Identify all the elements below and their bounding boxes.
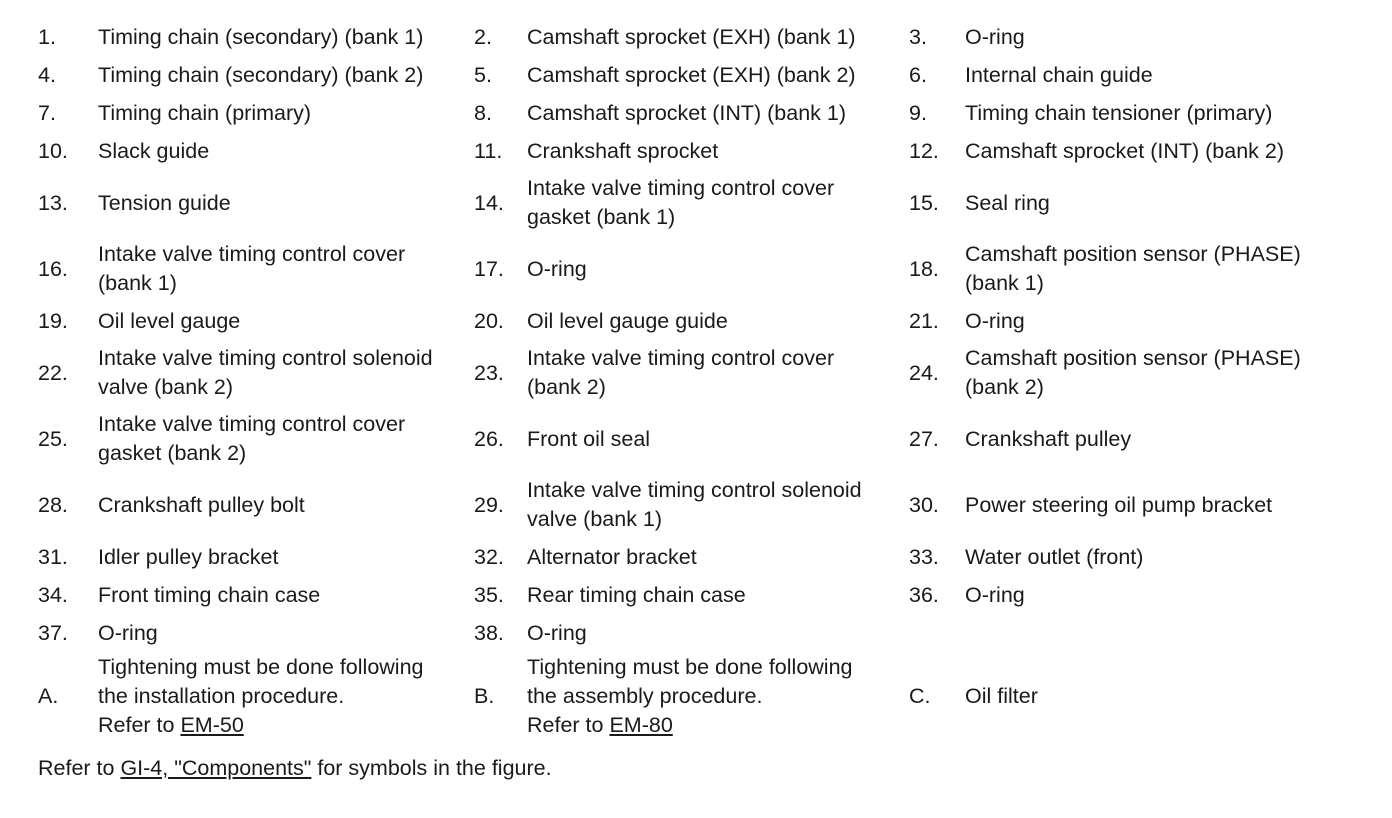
item-number: 19. — [38, 308, 68, 333]
item-description-line: O-ring — [965, 308, 1025, 333]
item-number: 25. — [38, 426, 68, 451]
item-number: 20. — [474, 308, 504, 333]
item-number: 26. — [474, 426, 504, 451]
item-description-line: Oil level gauge guide — [527, 308, 728, 333]
item-description-line: Camshaft position sensor (PHASE) — [965, 346, 1301, 370]
item-number: 1. — [38, 24, 56, 49]
item-number: 21. — [909, 308, 939, 333]
item-description-line: Oil level gauge — [98, 308, 241, 333]
legend-row — [38, 538, 1345, 576]
item-description-line: Timing chain (secondary) (bank 1) — [98, 24, 424, 49]
item-description — [527, 406, 909, 472]
item-number: 8. — [474, 100, 492, 125]
item-description-line: gasket (bank 2) — [98, 441, 247, 465]
item-description — [98, 652, 474, 740]
item-description-line: Intake valve timing control solenoid — [98, 346, 433, 370]
item-description — [527, 472, 909, 538]
legend-row — [38, 132, 1345, 170]
reference-line — [98, 711, 468, 740]
reference-line — [527, 711, 903, 740]
legend-row — [38, 236, 1345, 302]
item-number: 10. — [38, 138, 68, 163]
legend-row — [38, 56, 1345, 94]
item-number: 32. — [474, 544, 504, 569]
footnote-suffix: for symbols in the figure. — [311, 756, 552, 780]
item-number: 36. — [909, 582, 939, 607]
legend-row — [38, 614, 1345, 652]
item-description — [98, 614, 474, 652]
item-description-line: valve (bank 2) — [98, 375, 234, 399]
item-description — [98, 56, 474, 94]
item-number: 2. — [474, 24, 492, 49]
item-description — [527, 538, 909, 576]
item-description-line: Timing chain tensioner (primary) — [965, 100, 1273, 125]
item-description — [527, 236, 909, 302]
procedure-reference-link[interactable]: EM-50 — [180, 712, 244, 737]
footnote-prefix: Refer to — [38, 756, 121, 780]
item-description — [98, 94, 474, 132]
item-description-line: Tightening must be done following — [98, 654, 424, 679]
item-description — [965, 18, 1345, 56]
item-description-line: Power steering oil pump bracket — [965, 492, 1273, 517]
legend-row — [38, 472, 1345, 538]
item-description-line: Intake valve timing control cover — [527, 346, 835, 370]
item-description-line: Crankshaft pulley — [965, 426, 1132, 451]
item-number: 31. — [38, 544, 68, 569]
item-description-line: (bank 1) — [965, 271, 1044, 295]
item-description-line: Crankshaft sprocket — [527, 138, 719, 163]
item-description-line: Intake valve timing control solenoid — [527, 478, 862, 502]
item-description — [98, 538, 474, 576]
item-description — [965, 170, 1345, 236]
legend-row — [38, 18, 1345, 56]
item-description — [98, 302, 474, 340]
item-number: 3. — [909, 24, 927, 49]
item-description — [98, 236, 474, 302]
item-description-line: Intake valve timing control cover — [98, 412, 406, 436]
item-description — [98, 472, 474, 538]
legend-row — [38, 170, 1345, 236]
item-description-line: the assembly procedure. — [527, 683, 763, 708]
item-number: 27. — [909, 426, 939, 451]
legend-row — [38, 652, 1345, 740]
item-number: 14. — [474, 190, 504, 215]
item-description — [98, 576, 474, 614]
item-number: 29. — [474, 492, 504, 517]
item-number: 18. — [909, 256, 939, 281]
item-number: 6. — [909, 62, 927, 87]
item-number: 4. — [38, 62, 56, 87]
item-description-line: Idler pulley bracket — [98, 544, 279, 569]
item-description — [98, 18, 474, 56]
item-description-line: Alternator bracket — [527, 544, 697, 569]
item-description-line: Timing chain (primary) — [98, 100, 312, 125]
item-description — [527, 170, 909, 236]
item-description — [965, 340, 1345, 406]
reference-prefix: Refer to — [527, 712, 610, 737]
footnote — [38, 754, 552, 783]
item-number: B. — [474, 683, 495, 708]
item-description-line: Camshaft sprocket (EXH) (bank 2) — [527, 62, 856, 87]
item-number: 24. — [909, 360, 939, 385]
item-description — [527, 652, 909, 740]
item-number: 34. — [38, 582, 68, 607]
item-description-line: Camshaft position sensor (PHASE) — [965, 242, 1301, 266]
item-description-line: Front oil seal — [527, 426, 651, 451]
item-description — [965, 614, 1345, 652]
item-number: 13. — [38, 190, 68, 215]
parts-legend-body — [38, 18, 1345, 740]
item-description — [527, 132, 909, 170]
item-number: 12. — [909, 138, 939, 163]
item-description — [965, 302, 1345, 340]
item-number: 9. — [909, 100, 927, 125]
item-description — [965, 132, 1345, 170]
item-description-line: Camshaft sprocket (INT) (bank 2) — [965, 138, 1285, 163]
item-description — [965, 56, 1345, 94]
item-description — [527, 614, 909, 652]
legend-row — [38, 302, 1345, 340]
item-number: 28. — [38, 492, 68, 517]
item-number: A. — [38, 683, 59, 708]
item-description — [98, 170, 474, 236]
item-description — [965, 472, 1345, 538]
item-number: 38. — [474, 620, 504, 645]
item-number — [909, 614, 965, 652]
item-description-line: O-ring — [527, 620, 587, 645]
item-description — [965, 538, 1345, 576]
item-description-line: Internal chain guide — [965, 62, 1153, 87]
item-description-line: Intake valve timing control cover — [527, 176, 835, 200]
item-number: 17. — [474, 256, 504, 281]
reference-prefix: Refer to — [98, 712, 181, 737]
item-description-line: gasket (bank 1) — [527, 205, 676, 229]
item-description — [527, 576, 909, 614]
item-number: 22. — [38, 360, 68, 385]
item-number: 37. — [38, 620, 68, 645]
item-description — [527, 18, 909, 56]
legend-row — [38, 406, 1345, 472]
item-number: 30. — [909, 492, 939, 517]
item-description-line: O-ring — [965, 24, 1025, 49]
item-description-line: O-ring — [965, 582, 1025, 607]
item-description-line: Timing chain (secondary) (bank 2) — [98, 62, 424, 87]
legend-row — [38, 340, 1345, 406]
item-description — [965, 576, 1345, 614]
item-description — [527, 56, 909, 94]
item-description-line: Intake valve timing control cover — [98, 242, 406, 266]
item-description-line: (bank 1) — [98, 271, 177, 295]
item-description — [965, 236, 1345, 302]
item-description-line: Oil filter — [965, 683, 1038, 708]
item-number: 16. — [38, 256, 68, 281]
item-number: 7. — [38, 100, 56, 125]
legend-row — [38, 576, 1345, 614]
item-number: 23. — [474, 360, 504, 385]
item-description-line: Camshaft sprocket (EXH) (bank 1) — [527, 24, 856, 49]
item-description-line: Rear timing chain case — [527, 582, 746, 607]
item-description — [98, 406, 474, 472]
item-description-line: (bank 2) — [527, 375, 606, 399]
item-description — [527, 302, 909, 340]
item-description — [965, 94, 1345, 132]
item-description-line: valve (bank 1) — [527, 507, 663, 531]
item-description-line: Crankshaft pulley bolt — [98, 492, 305, 517]
item-description-line: Water outlet (front) — [965, 544, 1144, 569]
item-description — [527, 94, 909, 132]
components-reference-link[interactable]: GI-4, "Components" — [120, 756, 312, 780]
item-description — [965, 652, 1345, 740]
item-number: C. — [909, 683, 931, 708]
procedure-reference-link[interactable]: EM-80 — [609, 712, 673, 737]
item-number: 15. — [909, 190, 939, 215]
item-description-line: Front timing chain case — [98, 582, 321, 607]
item-number: 5. — [474, 62, 492, 87]
item-description-line: the installation procedure. — [98, 683, 345, 708]
item-description-line: O-ring — [527, 256, 587, 281]
item-description — [98, 132, 474, 170]
item-number: 11. — [474, 138, 503, 163]
item-description — [98, 340, 474, 406]
item-number: 35. — [474, 582, 504, 607]
item-number: 33. — [909, 544, 939, 569]
item-description — [965, 406, 1345, 472]
item-description-line: Tightening must be done following — [527, 654, 853, 679]
parts-legend-table — [38, 18, 1345, 740]
item-description-line: Tension guide — [98, 190, 231, 215]
item-description-line: O-ring — [98, 620, 158, 645]
item-description-line: Camshaft sprocket (INT) (bank 1) — [527, 100, 847, 125]
item-description-line: Seal ring — [965, 190, 1050, 215]
legend-row — [38, 94, 1345, 132]
item-description-line: Slack guide — [98, 138, 210, 163]
item-description-line: (bank 2) — [965, 375, 1044, 399]
item-description — [527, 340, 909, 406]
